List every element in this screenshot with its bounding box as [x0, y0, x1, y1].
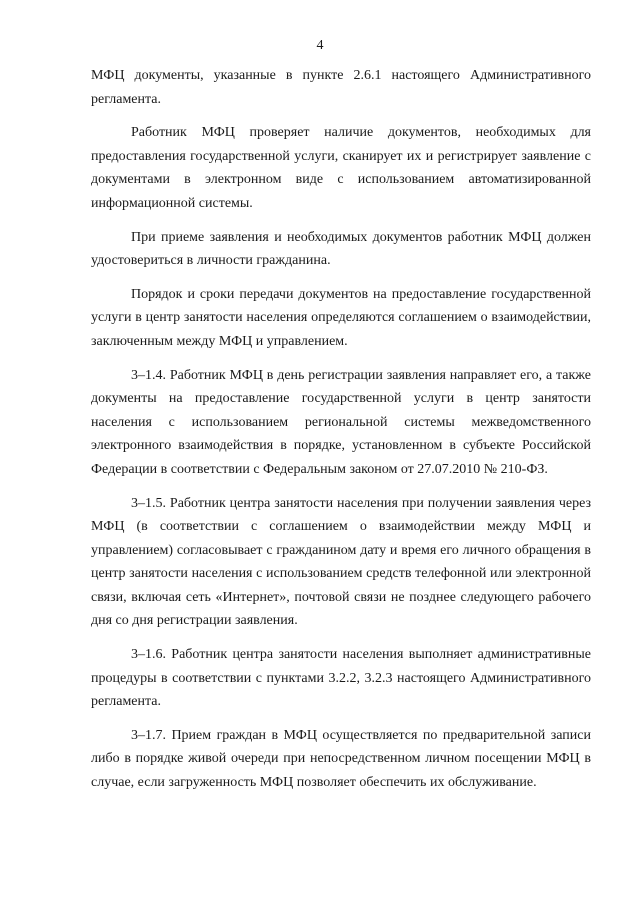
paragraph-8: 3–1.7. Прием граждан в МФЦ осуществляется по предварительной записи либо в порядке живой очереди при непосредственном личном посещении МФЦ в случае, если загруженность МФЦ позволяет обеспечить их обслуживание.	[91, 727, 591, 791]
paragraph-2: Работник МФЦ проверяет наличие документов, необходимых для предоставления государственной услуги, сканирует их и регистрирует заявление с документами в электронном виде с использованием автоматизированной информационной системы.	[91, 125, 591, 211]
paragraph-6: 3–1.5. Работник центра занятости населения при получении заявления через МФЦ (в соответствии с соглашением о взаимодействии между МФЦ и управлением) согласовывает с гражданином дату и время его личного обращения в центр занятости населения с использованием средств телефонной или электронной связи, включая сеть «Интернет», почтовой связи не позднее следующего рабочего дня со дня регистрации заявления.	[91, 495, 591, 629]
page-number: 4	[316, 38, 324, 53]
paragraph-1: МФЦ документы, указанные в пункте 2.6.1 настоящего Административного регламента.	[91, 68, 591, 107]
paragraph-3: При приеме заявления и необходимых документов работник МФЦ должен удостовериться в личности гражданина.	[91, 229, 591, 269]
document-body	[91, 64, 591, 805]
paragraph-5: 3–1.4. Работник МФЦ в день регистрации заявления направляет его, а также документы на предоставление государственной услуги в центр занятости населения с использованием региональной системы межведомственного электронного взаимодействия в порядке, установленном в субъекте Российской Федерации в соответствии с Федеральным законом от 27.07.2010 № 210-ФЗ.	[91, 367, 591, 477]
paragraph-4: Порядок и сроки передачи документов на предоставление государственной услуги в центр занятости населения определяются соглашением о взаимодействии, заключенным между МФЦ и управлением.	[91, 286, 591, 349]
paragraph-7: 3–1.6. Работник центра занятости населения выполняет административные процедуры в соответствии с пунктами 3.2.2, 3.2.3 настоящего Административного регламента.	[91, 647, 591, 710]
